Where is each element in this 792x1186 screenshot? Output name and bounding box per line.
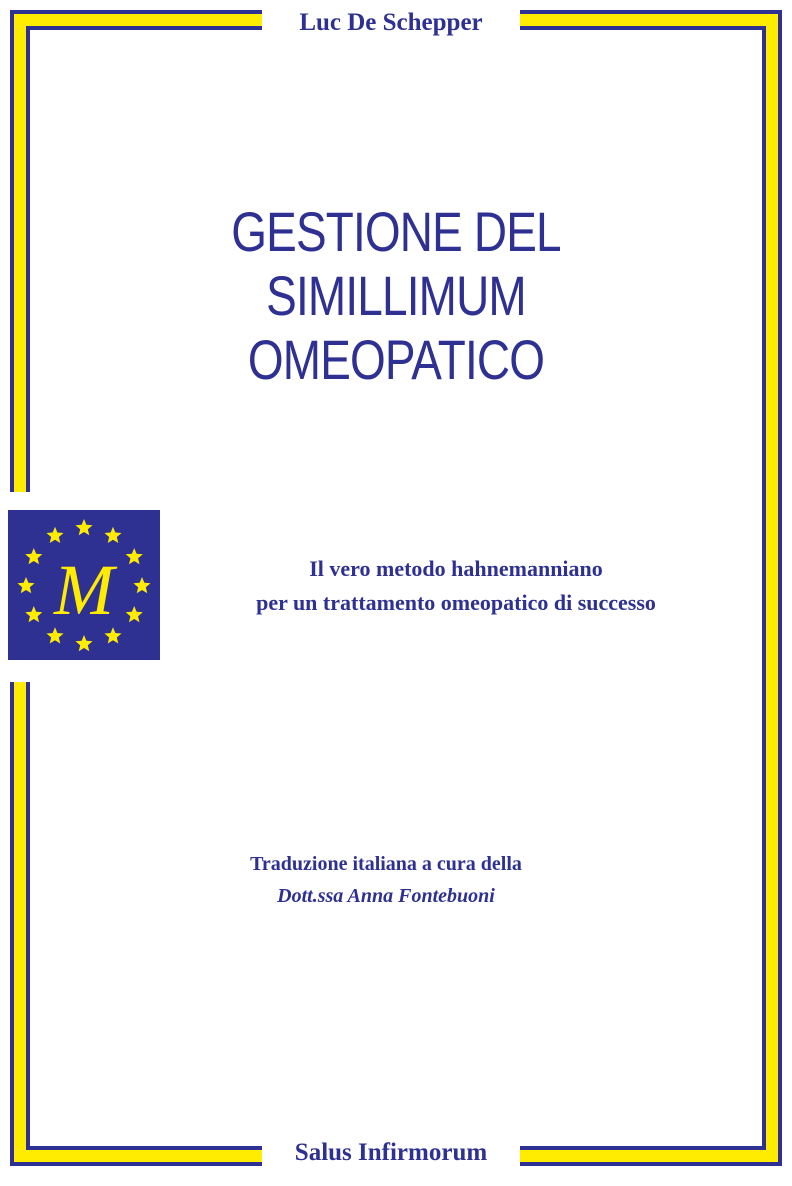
logo-star-icon xyxy=(25,606,42,622)
book-subtitle xyxy=(180,552,732,620)
title-line-2: OMEOPATICO xyxy=(247,328,545,391)
publisher-name: Salus Infirmorum xyxy=(262,1134,520,1172)
logo-letter: M xyxy=(54,550,114,630)
translation-intro: Traduzione italiana a cura della xyxy=(250,853,522,875)
translator-name: Dott.ssa Anna Fontebuoni xyxy=(277,885,495,907)
translation-credit xyxy=(180,848,592,912)
logo-star-icon xyxy=(126,548,143,564)
title-line-1: GESTIONE DEL SIMILLIMUM xyxy=(231,200,561,327)
logo-star-icon xyxy=(133,577,150,593)
logo-star-icon xyxy=(25,548,42,564)
subtitle-line-1: Il vero metodo hahnemanniano xyxy=(309,556,603,581)
star-ring-m-icon xyxy=(8,510,160,660)
logo-star-icon xyxy=(75,519,92,535)
logo-star-icon xyxy=(126,606,143,622)
publisher-logo xyxy=(8,510,160,660)
logo-star-icon xyxy=(104,527,121,543)
book-title xyxy=(40,200,752,392)
author-name: Luc De Schepper xyxy=(262,4,520,42)
subtitle-line-2: per un trattamento omeopatico di successo xyxy=(256,590,656,615)
logo-star-icon xyxy=(17,577,34,593)
logo-star-icon xyxy=(75,635,92,651)
logo-star-icon xyxy=(46,527,63,543)
